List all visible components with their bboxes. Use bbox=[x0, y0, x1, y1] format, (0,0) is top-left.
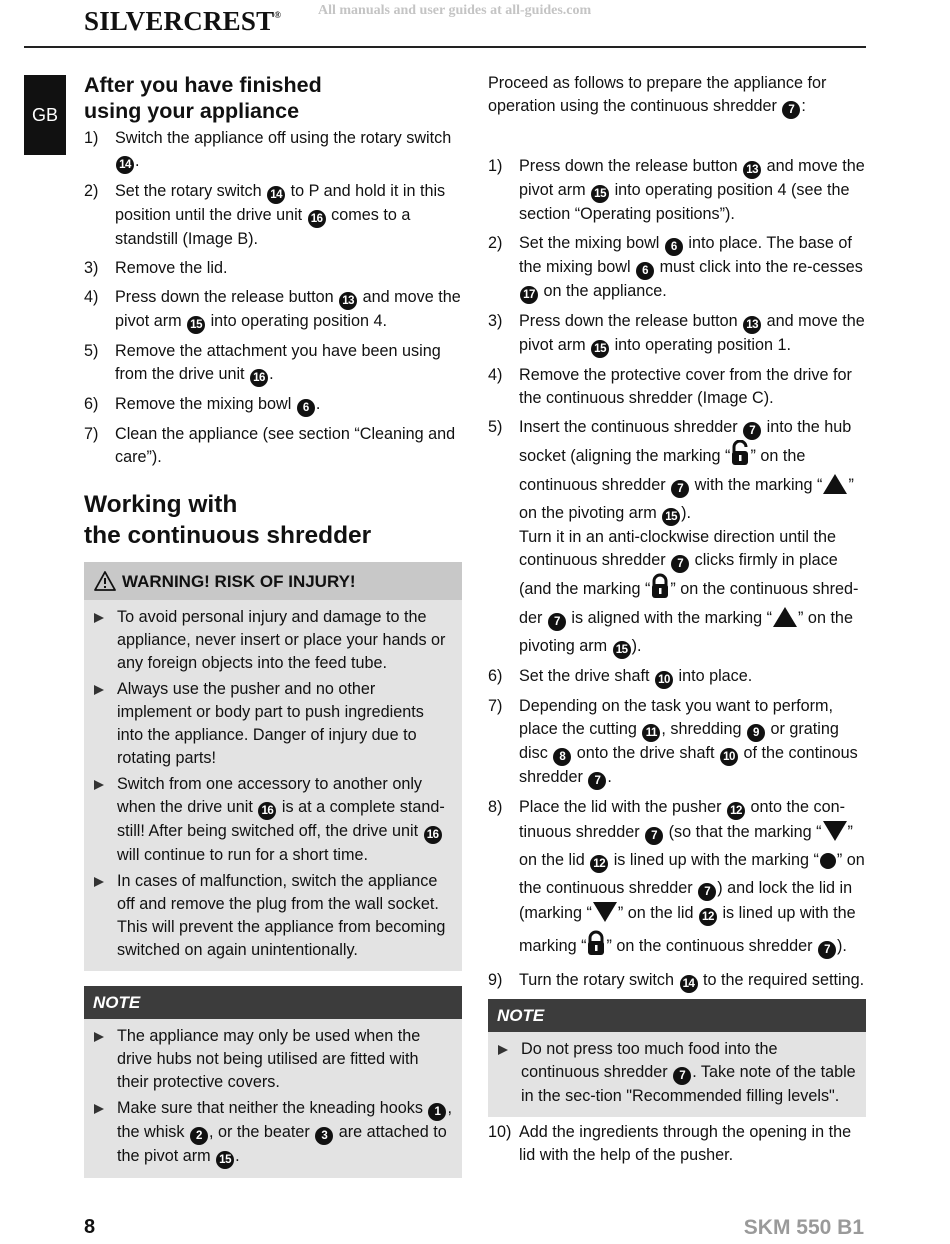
step-item bbox=[84, 286, 462, 334]
text-run: Remove the lid. bbox=[115, 259, 228, 277]
bullet-arrow-icon bbox=[94, 1032, 104, 1042]
component-ref-number: 15 bbox=[591, 340, 609, 358]
step-number: 2) bbox=[84, 182, 99, 200]
header-rule bbox=[24, 46, 866, 48]
step-number: 9) bbox=[488, 971, 503, 989]
shredder-step-10 bbox=[488, 1121, 866, 1167]
text-run: on the appliance. bbox=[539, 282, 667, 300]
text-run: Turn the rotary switch bbox=[519, 971, 679, 989]
text-run: to P and hold it in this position until the drive unit bbox=[115, 182, 446, 224]
component-ref-number: 12 bbox=[590, 855, 608, 873]
note-list bbox=[488, 1032, 866, 1117]
text-run: Remove the mixing bowl bbox=[115, 395, 296, 413]
text-run: , shredding bbox=[661, 720, 746, 738]
bullet-item bbox=[84, 1097, 454, 1169]
component-ref-number: 1 bbox=[428, 1103, 446, 1121]
text-run: is lined up with the marking “ bbox=[609, 851, 819, 869]
text-run: onto the drive shaft bbox=[572, 744, 719, 762]
note-list bbox=[84, 1019, 462, 1178]
triangle-down-icon bbox=[592, 901, 618, 930]
step-item bbox=[488, 232, 866, 304]
bullet-item bbox=[488, 1038, 858, 1108]
text-run: . bbox=[135, 152, 140, 170]
text-run: Set the rotary switch bbox=[115, 182, 267, 200]
triangle-down-icon bbox=[822, 820, 848, 849]
section-heading-shredder bbox=[84, 489, 462, 551]
component-ref-number: 7 bbox=[548, 613, 566, 631]
bullet-arrow-icon bbox=[94, 877, 104, 887]
step-number: 4) bbox=[84, 288, 99, 306]
component-ref-number: 2 bbox=[190, 1127, 208, 1145]
step-item bbox=[84, 257, 462, 280]
text-run: Add the ingredients through the opening in the lid with the help of the pusher. bbox=[519, 1123, 852, 1164]
text-run: and move the pivot arm bbox=[519, 312, 865, 354]
text-run: are attached to the pivot arm bbox=[117, 1123, 447, 1165]
language-tab: GB bbox=[24, 75, 66, 155]
step-item bbox=[488, 969, 866, 993]
text-run: To avoid personal injury and damage to the appliance, never insert or place your hands or any foreign objects into the feed tube. bbox=[117, 608, 446, 672]
bullet-item bbox=[84, 870, 454, 962]
lock-open-icon bbox=[730, 440, 750, 473]
step-number: 4) bbox=[488, 366, 503, 384]
component-ref-number: 15 bbox=[216, 1151, 234, 1169]
text-run: clicks firmly in place (and the marking “ bbox=[519, 551, 838, 598]
text-run: onto the con-tinuous shredder bbox=[519, 798, 845, 841]
model-number: SKM 550 B1 bbox=[743, 1216, 864, 1239]
note-box bbox=[488, 999, 866, 1117]
step-number: 8) bbox=[488, 798, 503, 816]
warning-triangle-icon bbox=[94, 571, 116, 591]
text-run: or grating disc bbox=[519, 720, 839, 762]
component-ref-number: 7 bbox=[782, 101, 800, 119]
section-heading-finished bbox=[84, 72, 462, 124]
text-run: ). bbox=[681, 504, 692, 522]
step-number: 10) bbox=[488, 1123, 512, 1141]
component-ref-number: 13 bbox=[743, 316, 761, 334]
component-ref-number: 7 bbox=[671, 555, 689, 573]
component-ref-number: 7 bbox=[588, 772, 606, 790]
step-number: 6) bbox=[84, 395, 99, 413]
text-run: ” on the lid bbox=[519, 823, 853, 869]
text-run: of the continous shredder bbox=[519, 744, 858, 786]
text-run: is aligned with the marking “ bbox=[566, 609, 773, 627]
text-run: . Take note of the table in the sec-tion "Recommended filling levels". bbox=[521, 1063, 856, 1105]
component-ref-number: 13 bbox=[743, 161, 761, 179]
lock-closed-icon bbox=[650, 573, 670, 606]
component-ref-number: 11 bbox=[642, 724, 660, 742]
text-run: Press down the release button bbox=[519, 312, 743, 330]
component-ref-number: 16 bbox=[258, 802, 276, 820]
warning-title: WARNING! RISK OF INJURY! bbox=[122, 571, 356, 591]
step-item bbox=[488, 665, 866, 689]
text-run: . bbox=[235, 1147, 240, 1165]
text-run: to the required setting. bbox=[698, 971, 865, 989]
component-ref-number: 15 bbox=[613, 641, 631, 659]
text-run: ). bbox=[631, 637, 642, 655]
component-ref-number: 15 bbox=[591, 185, 609, 203]
triangle-up-icon bbox=[772, 606, 798, 635]
bullet-arrow-icon bbox=[94, 685, 104, 695]
component-ref-number: 12 bbox=[727, 802, 745, 820]
text-run: Switch from one accessory to another only when the drive unit bbox=[117, 775, 423, 816]
text-run: Set the drive shaft bbox=[519, 667, 654, 685]
component-ref-number: 16 bbox=[250, 369, 268, 387]
warning-header bbox=[84, 562, 462, 600]
component-ref-number: 10 bbox=[655, 671, 673, 689]
text-run: into the hub socket (aligning the marking “ bbox=[519, 418, 852, 465]
component-ref-number: 15 bbox=[662, 508, 680, 526]
component-ref-number: 12 bbox=[699, 908, 717, 926]
bullet-arrow-icon bbox=[94, 613, 104, 623]
component-ref-number: 6 bbox=[636, 262, 654, 280]
step-item bbox=[84, 180, 462, 251]
component-ref-number: 10 bbox=[720, 748, 738, 766]
text-run: , or the beater bbox=[208, 1123, 315, 1141]
text-run: Insert the continuous shredder bbox=[519, 418, 743, 436]
text-run: is at a complete stand-still! After being switched off, the drive unit bbox=[117, 798, 445, 840]
step-number: 2) bbox=[488, 234, 503, 252]
heading-line: After you have finished bbox=[84, 73, 322, 97]
step-number: 1) bbox=[84, 129, 99, 147]
note-header: NOTE bbox=[488, 999, 866, 1032]
text-run: Place the lid with the pusher bbox=[519, 798, 726, 816]
text-run: Press down the release button bbox=[115, 288, 339, 306]
step-item bbox=[488, 364, 866, 410]
bullet-item bbox=[84, 606, 454, 675]
step-number: 6) bbox=[488, 667, 503, 685]
step-item bbox=[488, 155, 866, 226]
text-run: ” on the continuous shredder bbox=[519, 851, 865, 897]
step-number: 5) bbox=[488, 418, 503, 436]
note-header: NOTE bbox=[84, 986, 462, 1019]
text-run: (so that the marking “ bbox=[664, 823, 822, 841]
component-ref-number: 14 bbox=[267, 186, 285, 204]
text-run: ” on the pivoting arm bbox=[519, 476, 854, 522]
text-run: and move the pivot arm bbox=[519, 157, 865, 199]
text-run: Always use the pusher and no other implement or body part to push ingredients into the appliance. Danger of injury due to rotating parts! bbox=[117, 680, 424, 767]
component-ref-number: 7 bbox=[671, 480, 689, 498]
text-run: into place. The base of the mixing bowl bbox=[519, 234, 852, 276]
component-ref-number: 7 bbox=[818, 941, 836, 959]
step-number: 3) bbox=[84, 259, 99, 277]
text-run: comes to a standstill (Image B). bbox=[115, 206, 411, 248]
shredder-steps-list bbox=[488, 155, 866, 993]
component-ref-number: 16 bbox=[308, 210, 326, 228]
step-item bbox=[488, 695, 866, 790]
text-run: Remove the protective cover from the drive for the continuous shredder (Image C). bbox=[519, 366, 852, 407]
heading-line: Working with bbox=[84, 491, 238, 518]
text-run: . bbox=[269, 365, 274, 383]
component-ref-number: 7 bbox=[743, 422, 761, 440]
component-ref-number: 6 bbox=[297, 399, 315, 417]
text-run: with the marking “ bbox=[690, 476, 823, 494]
text-run: into place. bbox=[673, 667, 753, 685]
text-run: and move the pivot arm bbox=[115, 288, 461, 330]
dot-icon bbox=[819, 852, 837, 877]
bullet-item bbox=[84, 773, 454, 867]
text-run: Set the mixing bowl bbox=[519, 234, 664, 252]
shredder-intro bbox=[488, 72, 866, 119]
text-run: ) and lock the lid in (marking “ bbox=[519, 879, 853, 922]
step-item bbox=[84, 340, 462, 387]
step-item bbox=[488, 796, 866, 963]
component-ref-number: 14 bbox=[680, 975, 698, 993]
step-item bbox=[84, 423, 462, 469]
brand-name: SILVERCREST bbox=[84, 6, 275, 36]
component-ref-number: 6 bbox=[665, 238, 683, 256]
component-ref-number: 9 bbox=[747, 724, 765, 742]
text-run: must click into the re-cesses bbox=[655, 258, 863, 276]
text-run: into operating position 4. bbox=[206, 312, 387, 330]
finished-steps-list bbox=[84, 127, 462, 469]
text-run: Press down the release button bbox=[519, 157, 743, 175]
text-run: Remove the attachment you have been using from the drive unit bbox=[115, 342, 441, 383]
step-number: 7) bbox=[84, 425, 99, 443]
step-number: 1) bbox=[488, 157, 503, 175]
text-run: Turn it in an anti-clockwise direction until the continuous shredder bbox=[519, 528, 836, 569]
text-run: Depending on the task you want to perform, place the cutting bbox=[519, 697, 834, 738]
heading-line: using your appliance bbox=[84, 99, 300, 123]
bullet-arrow-icon bbox=[498, 1045, 508, 1055]
text-run: into operating position 1. bbox=[610, 336, 791, 354]
step-item bbox=[84, 127, 462, 174]
step-number: 7) bbox=[488, 697, 503, 715]
component-ref-number: 16 bbox=[424, 826, 442, 844]
step-item bbox=[488, 310, 866, 358]
step-number: 5) bbox=[84, 342, 99, 360]
step-item bbox=[488, 1121, 866, 1167]
triangle-up-icon bbox=[822, 473, 848, 502]
text-run: . bbox=[607, 768, 612, 786]
step-item bbox=[488, 416, 866, 659]
text-run: will continue to run for a short time. bbox=[117, 846, 369, 864]
text-run: Clean the appliance (see section “Cleaning and care”). bbox=[115, 425, 456, 466]
lock-closed-icon bbox=[586, 930, 606, 963]
component-ref-number: 7 bbox=[645, 827, 663, 845]
text-run: ” on the continuous shredder bbox=[519, 447, 806, 494]
text-run: The appliance may only be used when the drive hubs not being utilised are fitted with their protective covers. bbox=[117, 1027, 421, 1091]
bullet-arrow-icon bbox=[94, 780, 104, 790]
text-run: into operating position 4 (see the section “Operating positions”). bbox=[519, 181, 850, 223]
text-run: : bbox=[801, 97, 806, 115]
watermark-text: All manuals and user guides at all-guides.com bbox=[318, 3, 592, 18]
text-run: Switch the appliance off using the rotary switch bbox=[115, 129, 452, 147]
bullet-item bbox=[84, 1025, 454, 1094]
heading-line: the continuous shredder bbox=[84, 522, 372, 549]
page-number: 8 bbox=[84, 1216, 96, 1238]
warning-box bbox=[84, 562, 462, 971]
text-run: Proceed as follows to prepare the appliance for operation using the continuous shredder bbox=[488, 74, 827, 115]
warning-list bbox=[84, 600, 462, 971]
text-run: Make sure that neither the kneading hooks bbox=[117, 1099, 428, 1117]
component-ref-number: 3 bbox=[315, 1127, 333, 1145]
step-number: 3) bbox=[488, 312, 503, 330]
brand-logo bbox=[84, 6, 281, 37]
component-ref-number: 8 bbox=[553, 748, 571, 766]
text-run: ” on the lid bbox=[617, 904, 698, 922]
left-column bbox=[84, 72, 462, 1178]
text-run: Do not press too much food into the continuous shredder bbox=[521, 1040, 778, 1081]
text-run: is lined up with the marking “ bbox=[519, 904, 856, 955]
text-run: . bbox=[315, 395, 321, 413]
right-column bbox=[488, 72, 866, 1173]
text-run: ” on the pivoting arm bbox=[519, 609, 853, 655]
text-run: , the whisk bbox=[117, 1099, 452, 1141]
bullet-arrow-icon bbox=[94, 1104, 104, 1114]
component-ref-number: 15 bbox=[187, 316, 205, 334]
note-box bbox=[84, 986, 462, 1178]
text-run: ” on the continuous shredder bbox=[606, 937, 818, 955]
component-ref-number: 14 bbox=[116, 156, 134, 174]
bullet-item bbox=[84, 678, 454, 770]
component-ref-number: 13 bbox=[339, 292, 357, 310]
component-ref-number: 7 bbox=[673, 1067, 691, 1085]
step-item bbox=[84, 393, 462, 417]
registered-mark: ® bbox=[274, 10, 282, 20]
component-ref-number: 7 bbox=[698, 883, 716, 901]
component-ref-number: 17 bbox=[520, 286, 538, 304]
text-run: ). bbox=[837, 937, 847, 955]
text-run: ” on the continuous shred-der bbox=[519, 580, 859, 627]
text-run: In cases of malfunction, switch the appliance off and remove the plug from the wall socket. This will prevent the appliance from becoming switched on again unintentionally. bbox=[117, 872, 446, 959]
